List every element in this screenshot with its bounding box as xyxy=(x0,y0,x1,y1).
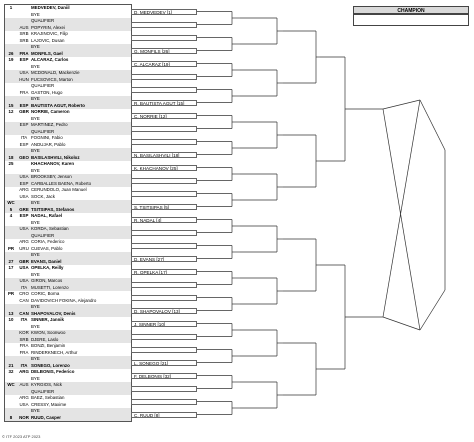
entry-name: BROOKSBY, Jenson xyxy=(31,174,72,179)
entry-name: BYE xyxy=(31,252,40,257)
entry-name: RUUD, Casper xyxy=(31,414,62,420)
entry-country: FRA xyxy=(19,89,29,95)
entry-seed: 5 xyxy=(9,206,13,212)
entry-seed: PR xyxy=(7,291,15,296)
bracket-line xyxy=(383,317,420,330)
entry-name: DELBONIS, Federico xyxy=(31,369,75,374)
entry-country: ARG xyxy=(19,369,29,374)
entry-country: AUS xyxy=(19,382,29,387)
entry-name: NORRIE, Cameron xyxy=(31,109,70,114)
entry-country: ESP xyxy=(19,57,29,62)
entry-country: USA xyxy=(19,265,29,270)
entry-seed: 4 xyxy=(9,213,13,218)
entry-name: DJERE, Laslo xyxy=(31,336,59,342)
entry-country: GEO xyxy=(19,154,29,160)
round-two-slot: G. MONFILS [26] xyxy=(131,48,197,54)
entry-seed: 17 xyxy=(8,265,14,270)
entry-seed: 19 xyxy=(8,57,14,62)
entry-seed: PR xyxy=(7,245,15,251)
entry-name: KHACHANOV, Karen xyxy=(31,161,75,166)
entry-name: BYE xyxy=(31,148,40,153)
entry-seed: WC xyxy=(7,382,15,387)
entry-name: BYE xyxy=(31,96,40,101)
entry-country: AUS xyxy=(19,24,29,30)
entry-country: HUN xyxy=(19,76,29,82)
entry-country: USA xyxy=(19,278,29,283)
entry-name: BYE xyxy=(31,167,40,173)
entry-name: FUCSOVICS, Marton xyxy=(31,76,73,82)
entry-country: CRO xyxy=(19,291,29,296)
entry-name: GASTON, Hugo xyxy=(31,89,63,95)
champion-box xyxy=(353,14,469,26)
entry-name: BYE xyxy=(31,271,40,277)
bracket-line xyxy=(383,109,420,330)
entry-name: QUALIFIER xyxy=(31,388,55,394)
entry-country: GBR xyxy=(19,109,29,114)
entry-name: BAUTISTA AGUT, Roberto xyxy=(31,102,85,108)
round-two-slot: R. NADAL [4] xyxy=(131,217,197,223)
entry-seed: 10 xyxy=(8,317,14,322)
entry-name: BAEZ, Sebastian xyxy=(31,395,65,400)
entry-name: KWON, Soonwoo xyxy=(31,330,66,335)
entry-seed: 13 xyxy=(8,310,14,316)
entry-name: BYE xyxy=(31,219,40,225)
entry-name: CRESSY, Maxime xyxy=(31,401,67,407)
entry-country: ESP xyxy=(19,180,29,186)
entry-name: DAVIDOVICH FOKINA, Alejandro xyxy=(31,297,97,303)
entry-seed: 25 xyxy=(8,161,14,166)
entry-seed: 1 xyxy=(9,5,13,10)
entry-name: MARTINEZ, Pedro xyxy=(31,122,68,127)
entry-name: MONFILS, Gael xyxy=(31,50,63,56)
entry-name: QUALIFIER xyxy=(31,18,55,23)
entry-country: ITA xyxy=(20,284,28,290)
entry-country: FRA xyxy=(19,343,29,348)
entry-name: BYE xyxy=(31,356,40,361)
entry-name: CORIA, Federico xyxy=(31,239,65,244)
entry-country: USA xyxy=(19,193,29,199)
entry-country: ESP xyxy=(19,122,29,127)
entry-seed: 18 xyxy=(8,154,14,160)
round-two-slot: C. NORRIE [12] xyxy=(131,113,197,119)
entry-country: ARG xyxy=(19,395,29,400)
entry-country: ITA xyxy=(20,317,28,322)
entry-name: FOGNINI, Fabio xyxy=(31,135,63,140)
entry-country: FRA xyxy=(19,349,29,355)
entry-name: CARBALLES BAENA, Roberto xyxy=(31,180,92,186)
entry-name: BYE xyxy=(31,408,40,413)
entry-name: OPELKA, Reilly xyxy=(31,265,64,270)
entry-country: SRB xyxy=(19,336,29,342)
entry-seed: 32 xyxy=(8,369,14,374)
entry-name: BYE xyxy=(31,44,40,49)
entry-name: SONEGO, Lorenzo xyxy=(31,362,70,368)
round-two-slot: C. RUUD [8] xyxy=(131,412,197,418)
round-two-slot: C. ALCARAZ [19] xyxy=(131,61,197,67)
entry-name: LAJOVIC, Dusan xyxy=(31,37,65,43)
entry-name: NADAL, Rafael xyxy=(31,213,62,218)
entry-name: BYE xyxy=(31,375,40,381)
entry-seed: 21 xyxy=(8,362,14,368)
entry-name: BASILASHVILI, Nikoloz xyxy=(31,154,80,160)
entry-name: MEDVEDEV, Daniil xyxy=(31,5,70,10)
entry-country: ARG xyxy=(19,187,29,192)
entry-name: SINNER, Jannik xyxy=(31,317,64,322)
bracket-line xyxy=(420,290,445,330)
round-two-slot: J. SINNER [10] xyxy=(131,321,197,327)
entry-country: ITA xyxy=(20,135,28,140)
entry-name: ALCARAZ, Carlos xyxy=(31,57,69,62)
round-two-slot: S. TSITSIPAS [5] xyxy=(131,204,197,210)
entry-seed: WC xyxy=(7,200,15,205)
entry-country: FRA xyxy=(19,50,29,56)
entry-name: GIRON, Marcos xyxy=(31,278,63,283)
entry-country: ARG xyxy=(19,239,29,244)
entry-country: URU xyxy=(19,245,29,251)
round-two-slot: R. OPELKA [17] xyxy=(131,269,197,275)
entry-country: ESP xyxy=(19,141,29,147)
entry-country: USA xyxy=(19,70,29,75)
entry-country: ESP xyxy=(19,213,29,218)
entry-seed: 26 xyxy=(8,50,14,56)
bracket-line xyxy=(383,100,420,109)
entry-name: QUALIFIER xyxy=(31,232,55,238)
entry-name: SHAPOVALOV, Denis xyxy=(31,310,76,316)
entry-name: ANDUJAR, Pablo xyxy=(31,141,66,147)
entry-country: GBR xyxy=(19,258,29,264)
entry-name: QUALIFIER xyxy=(31,83,55,88)
entry-country: USA xyxy=(19,174,29,179)
entry-country: SRB xyxy=(19,37,29,43)
entry-name: BONZI, Benjamin xyxy=(31,343,66,348)
entry-country: ITA xyxy=(20,362,28,368)
entry-country: NOR xyxy=(19,414,29,420)
entry-name: QUALIFIER xyxy=(31,128,55,134)
bracket-line xyxy=(420,100,445,150)
entry-name: BYE xyxy=(31,323,40,329)
entry-seed: 12 xyxy=(8,109,14,114)
entry-seed: 15 xyxy=(8,102,14,108)
entry-name: KRAJINOVIC, Filip xyxy=(31,31,68,36)
entry-country: ESP xyxy=(19,102,29,108)
entry-name: KYRGIOS, Nick xyxy=(31,382,62,387)
round-two-slot: D. EVANS [27] xyxy=(131,256,197,262)
entry-name: POPYRIN, Alexei xyxy=(31,24,65,30)
round-two-slot: K. KHACHANOV [25] xyxy=(131,165,197,171)
round-two-slot: N. BASILASHVILI [18] xyxy=(131,152,197,158)
entry-country: CAN xyxy=(19,297,29,303)
entry-name: BYE xyxy=(31,63,40,69)
entry-seed: 8 xyxy=(9,414,13,420)
footer-text: © ITF 2023 ATP 2023 xyxy=(2,434,41,439)
entry-name: RINDERKNECH, Arthur xyxy=(31,349,78,355)
entry-country: USA xyxy=(19,401,29,407)
entry-name: KORDA, Sebastian xyxy=(31,226,69,231)
entry-country: SRB xyxy=(19,31,29,36)
entry-seed: 27 xyxy=(8,258,14,264)
entry-name: MUSETTI, Lorenzo xyxy=(31,284,69,290)
entry-name: SOCK, Jack xyxy=(31,193,55,199)
entry-name: BYE xyxy=(31,304,40,309)
entry-name: CERUNDOLO, Juan Manuel xyxy=(31,187,87,192)
round-two-slot: F. DELBONIS [32] xyxy=(131,373,197,379)
champion-header: CHAMPION xyxy=(353,6,469,14)
entry-country: CAN xyxy=(19,310,29,316)
bracket-line xyxy=(383,100,420,317)
round-two-slot: L. SONEGO [21] xyxy=(131,360,197,366)
entry-name: EVANS, Daniel xyxy=(31,258,62,264)
entry-name: BYE xyxy=(31,11,40,17)
entry-country: GRE xyxy=(19,206,29,212)
entry-name: CUEVAS, Pablo xyxy=(31,245,63,251)
entry-country: USA xyxy=(19,226,29,231)
entry-name: BYE xyxy=(31,200,40,205)
entry-name: BYE xyxy=(31,115,40,121)
round-two-slot: R. BAUTISTA AGUT [15] xyxy=(131,100,197,106)
entry-name: TSITSIPAS, Stefanos xyxy=(31,206,75,212)
entry-name: CORIC, Borna xyxy=(31,291,60,296)
entry-name: MCDONALD, Mackenzie xyxy=(31,70,80,75)
round-two-slot: D. MEDVEDEV [1] xyxy=(131,9,197,15)
entry-country: KOR xyxy=(19,330,29,335)
round-two-slot: D. SHAPOVALOV [13] xyxy=(131,308,197,314)
